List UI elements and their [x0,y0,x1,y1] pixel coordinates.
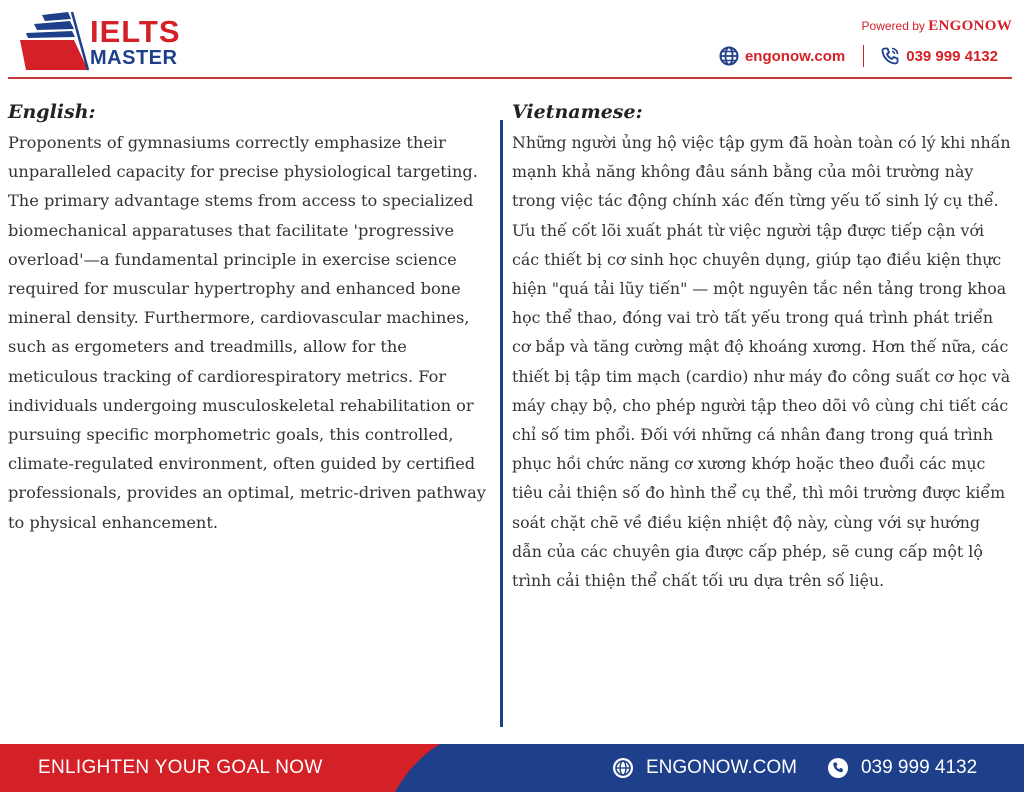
footer-slogan: ENLIGHTEN YOUR GOAL NOW [38,757,323,778]
phone-icon [827,757,849,779]
vietnamese-column [512,98,1012,595]
header-contact [719,45,998,67]
footer-phone-link[interactable]: 039 999 4132 [860,757,978,778]
powered-by-label [862,18,1012,35]
english-paragraph: Proponents of gymnasiums correctly emphasize their unparalleled capacity for precise physiological targeting. The primary advantage stems from access to specialized biomechanical apparatuses that facilitate 'progressive overload'—a fundamental principle in exercise science required for muscular hypertrophy and enhanced bone mineral density. Furthermore, cardiovascular machines, such as ergometers and treadmills, allow for the meticulous tracking of cardiorespiratory metrics. For individuals undergoing musculoskeletal rehabilitation or pursuing specific morphometric goals, this controlled, climate-regulated environment, often guided by certified professionals, provides an optimal, metric-driven pathway to physical enhancement. [8,133,486,532]
globe-icon [612,757,634,779]
footer-contact [612,756,977,780]
powered-by-brand[interactable]: ENGONOW [928,18,1012,34]
english-heading: English: [8,101,96,123]
page-footer [0,744,1024,792]
phone-icon [880,46,900,66]
header-contact-divider [863,45,864,67]
english-column [8,98,498,537]
logo-word-master: MASTER [90,47,178,69]
globe-icon [719,46,739,66]
ielts-master-logo[interactable] [20,12,190,72]
column-divider [500,120,503,727]
page-header [0,0,1024,80]
logo-stripes-icon [20,12,90,72]
header-phone-link[interactable]: 039 999 4132 [906,47,998,65]
vietnamese-heading: Vietnamese: [512,101,643,123]
logo-word-ielts: IELTS [90,14,181,49]
header-divider [8,77,1012,79]
header-website-link[interactable]: engonow.com [744,47,846,65]
powered-by-prefix: Powered by [861,19,929,33]
footer-website-link[interactable]: ENGONOW.COM [646,757,797,778]
vietnamese-paragraph: Những người ủng hộ việc tập gym đã hoàn toàn có lý khi nhấn mạnh khả năng không đâu sánh bằng của môi trường này trong việc tác động chính xác đến từng yếu tố sinh lý cụ thể. Ưu thế cốt lõi xuất phát từ việc người tập được tiếp cận với các thiết bị cơ sinh học chuyên dụng, giúp tạo điều kiện thực hiện "quá tải lũy tiến" — một nguyên tắc nền tảng trong khoa học thể thao, đóng vai trò tất yếu trong quá trình phát triển cơ bắp và tăng cường mật độ khoáng xương. Hơn thế nữa, các thiết bị tập tim mạch (cardio) như máy đo công suất cơ học và máy chạy bộ, cho phép người tập theo dõi vô cùng chi tiết các chỉ số tim phổi. Đối với những cá nhân đang trong quá trình phục hồi chức năng cơ xương khớp hoặc theo đuổi các mục tiêu cải thiện số đo hình thể cụ thể, thì môi trường được kiểm soát chặt chẽ về điều kiện nhiệt độ này, cùng với sự hướng dẫn của các chuyên gia được cấp phép, sẽ cung cấp một lộ trình cải thiện thể chất tối ưu dựa trên số liệu. [512,133,1011,591]
